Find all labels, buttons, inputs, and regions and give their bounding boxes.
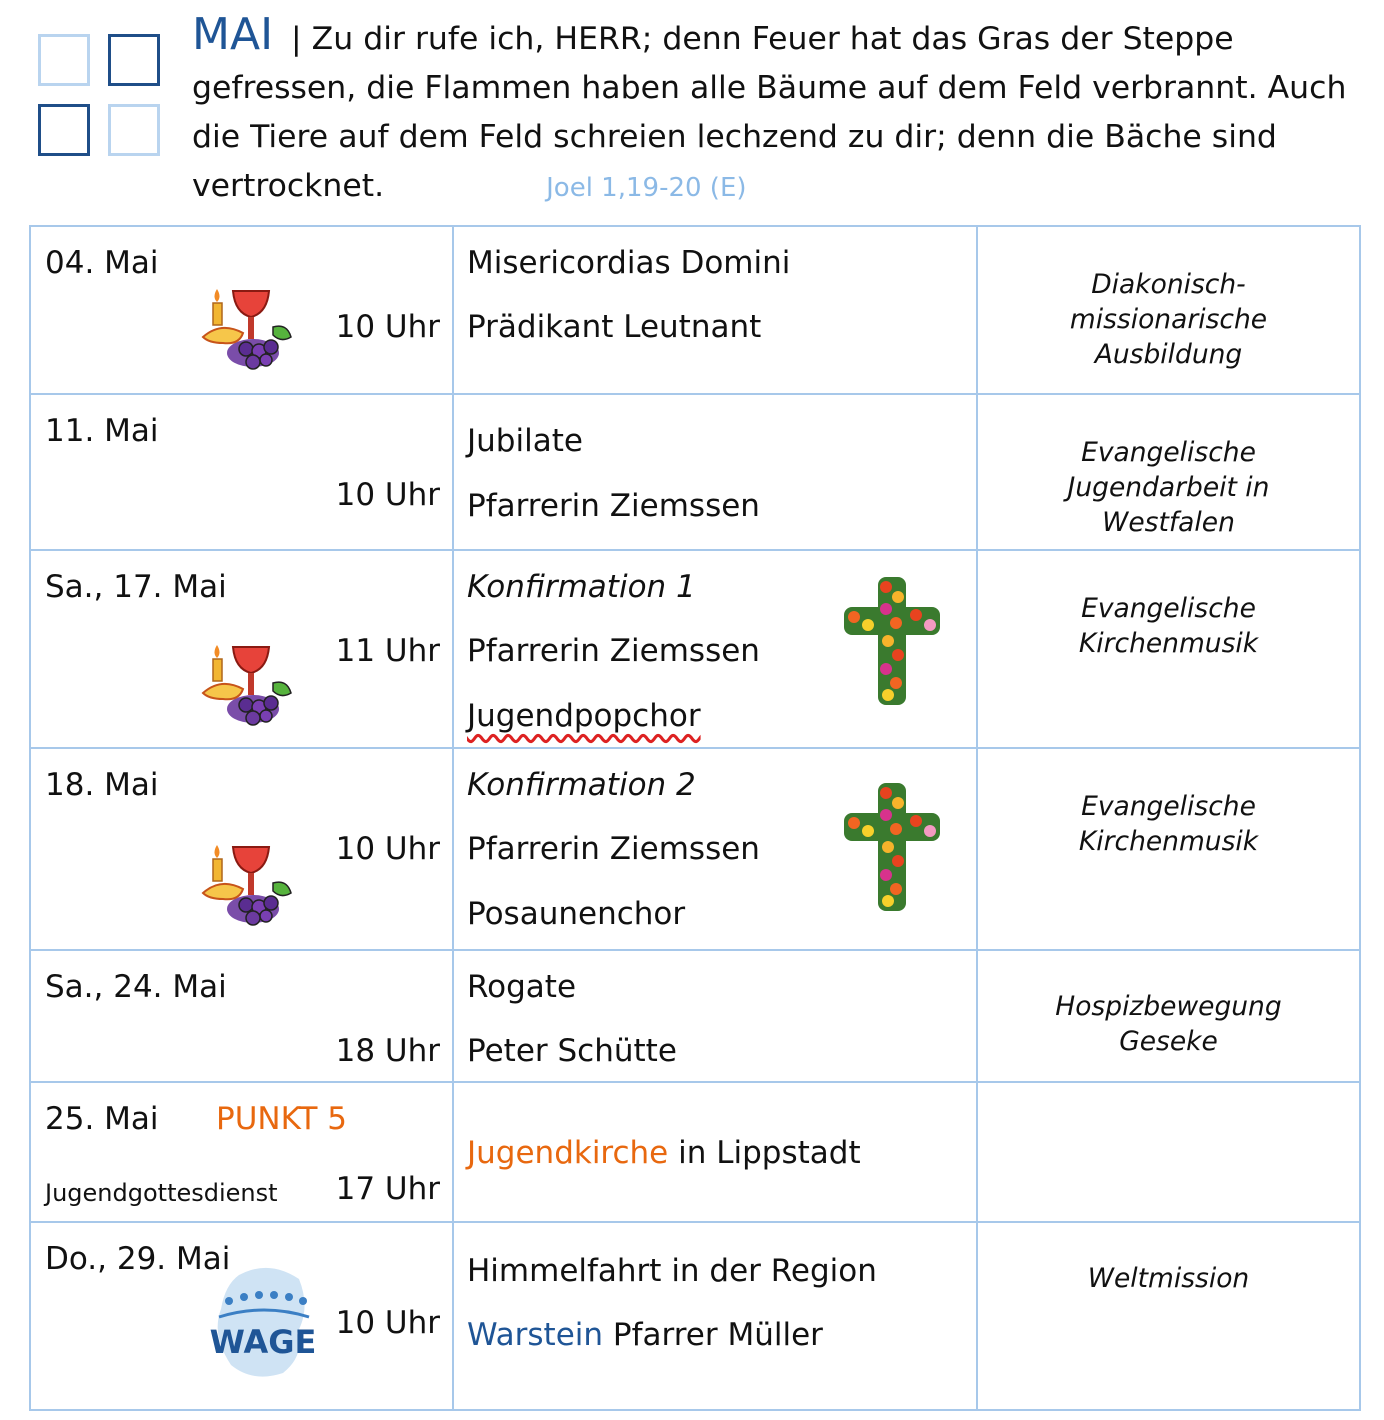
service-leader: Pfarrerin Ziemssen xyxy=(467,633,760,669)
month-title: MAI xyxy=(192,9,274,60)
service-leader: Prädikant Leutnant xyxy=(467,309,762,345)
verse-text: | Zu dir rufe ich, HERR; denn Feuer hat das Gras der Steppe gefressen, die Flammen haben alle Bäume auf dem Feld verbrannt. Auch die Tiere auf dem Feld schreien lechzend zu dir; denn die Bäche sind vertrocknet. xyxy=(192,21,1347,204)
event-tag: PUNKT 5 xyxy=(216,1101,348,1137)
location-highlight: Warstein xyxy=(467,1317,604,1353)
wage-logo-icon xyxy=(209,1261,319,1381)
service-leader: Peter Schütte xyxy=(467,1033,677,1069)
table-row xyxy=(30,950,1360,1082)
service-title: Konfirmation 2 xyxy=(467,767,696,803)
service-time: 11 Uhr xyxy=(335,633,440,669)
collection-purpose: Evangelische Kirchenmusik xyxy=(1078,791,1259,857)
service-music: Jugendpopchor xyxy=(467,698,701,734)
flower-cross-icon xyxy=(842,575,942,707)
service-leader xyxy=(467,1317,823,1353)
table-row xyxy=(30,1222,1360,1410)
service-leader: Pfarrerin Ziemssen xyxy=(467,831,760,867)
service-title: Jubilate xyxy=(467,423,583,459)
service-time: 17 Uhr xyxy=(335,1171,440,1207)
communion-icon xyxy=(201,639,301,729)
service-date: Do., 29. Mai xyxy=(45,1241,231,1277)
table-row xyxy=(30,550,1360,748)
collection-purpose: Weltmission xyxy=(1087,1263,1250,1294)
service-title: Konfirmation 1 xyxy=(467,569,696,605)
service-leader: Pfarrerin Ziemssen xyxy=(467,488,760,524)
service-subtitle: Jugendgottesdienst xyxy=(45,1179,278,1207)
flower-cross-icon xyxy=(842,781,942,913)
leader-rest: Pfarrer Müller xyxy=(603,1317,823,1353)
service-date: 04. Mai xyxy=(45,245,159,281)
service-time: 10 Uhr xyxy=(335,1305,440,1341)
service-time: 10 Uhr xyxy=(335,309,440,345)
table-row xyxy=(30,748,1360,950)
service-time: 18 Uhr xyxy=(335,1033,440,1069)
communion-icon xyxy=(201,839,301,929)
service-title: Himmelfahrt in der Region xyxy=(467,1253,877,1289)
service-date: Sa., 24. Mai xyxy=(45,969,227,1005)
table-row xyxy=(30,394,1360,550)
collection-purpose: Evangelische Jugendarbeit in Westfalen xyxy=(1067,437,1270,538)
collection-purpose: Diakonisch- missionarische Ausbildung xyxy=(1069,269,1268,370)
monthly-verse xyxy=(192,10,1352,213)
location-highlight: Jugendkirche xyxy=(467,1135,669,1171)
services-table xyxy=(29,225,1361,1411)
collection-purpose: Hospizbewegung Geseke xyxy=(1055,991,1282,1057)
service-time: 10 Uhr xyxy=(335,477,440,513)
service-date: 25. Mai xyxy=(45,1101,159,1137)
service-music: Posaunenchor xyxy=(467,896,686,932)
collection-purpose: Evangelische Kirchenmusik xyxy=(1078,593,1259,659)
service-date: Sa., 17. Mai xyxy=(45,569,227,605)
service-time: 10 Uhr xyxy=(335,831,440,867)
communion-icon xyxy=(201,283,301,373)
service-title: Rogate xyxy=(467,969,577,1005)
location-rest: in Lippstadt xyxy=(668,1135,861,1171)
wage-logo-text: WAGE xyxy=(209,1323,317,1361)
table-row xyxy=(30,1082,1360,1222)
service-date: 11. Mai xyxy=(45,413,159,449)
parish-logo xyxy=(38,34,166,162)
service-title: Misericordias Domini xyxy=(467,245,791,281)
verse-reference: Joel 1,19-20 (E) xyxy=(546,173,747,203)
service-date: 18. Mai xyxy=(45,767,159,803)
table-row xyxy=(30,226,1360,394)
service-location xyxy=(467,1135,861,1171)
